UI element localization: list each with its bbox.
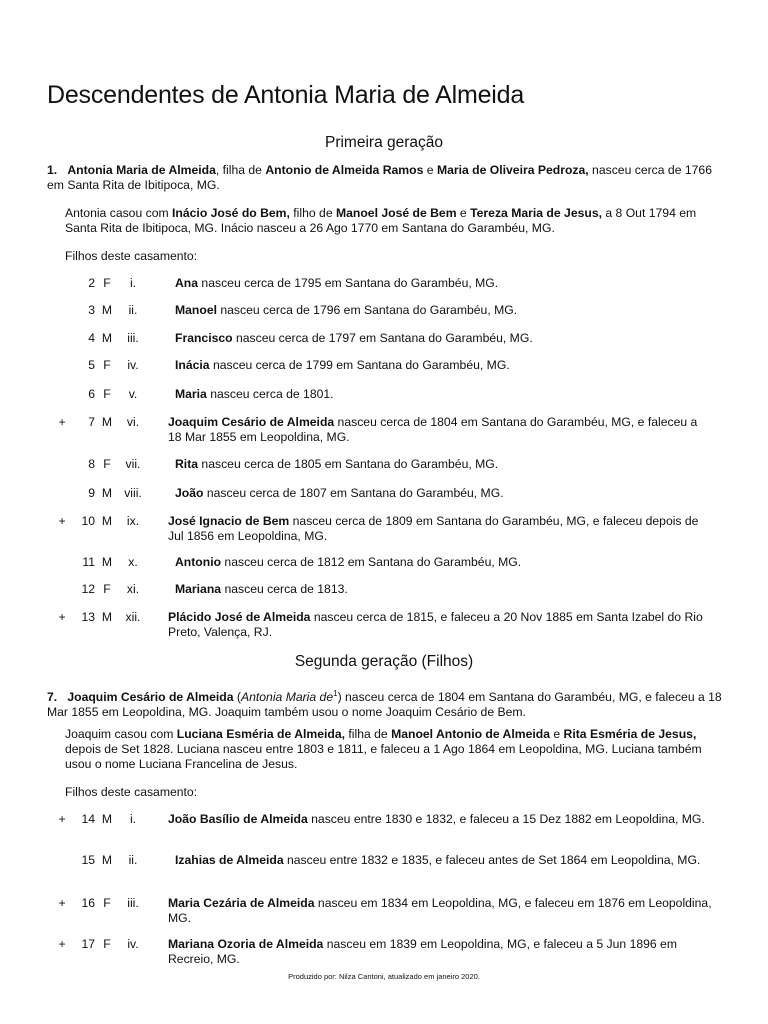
child-description [175, 276, 720, 291]
has-descendants-marker: + [58, 610, 66, 624]
text-fragment: nasceu cerca de 1804 em Santana do Garambéu, MG, e faleceu a 18 Mar 1855 em Leopoldina, MG. Joaquim também usou o nome Joaquim Cesário de Bem. [47, 690, 722, 720]
text-fragment: filho de [289, 206, 336, 220]
child-name: Mariana Ozoria de Almeida [168, 937, 324, 951]
child-description [175, 387, 720, 402]
child-description [175, 555, 720, 570]
child-details: nasceu cerca de 1804 em Santana do Garambéu, MG, e faleceu a 18 Mar 1855 em Leopoldina, MG. [168, 415, 698, 444]
child-details: nasceu cerca de 1796 em Santana do Garambéu, MG. [216, 303, 518, 317]
child-name: Plácido José de Almeida [168, 610, 311, 624]
page-title: Descendentes de Antonia Maria de Almeida [47, 81, 525, 109]
child-name: Izahias de Almeida [175, 853, 284, 867]
has-descendants-marker: + [58, 514, 66, 528]
child-details: nasceu cerca de 1809 em Santana do Garambéu, MG, e faleceu depois de Jul 1856 em Leopoldina, MG. [168, 514, 699, 543]
child-description [175, 486, 720, 501]
child-number: 7 [88, 415, 95, 429]
child-name: Mariana [175, 582, 222, 596]
text-fragment: e [423, 163, 437, 177]
has-descendants-marker: + [58, 896, 66, 910]
child-details: nasceu cerca de 1807 em Santana do Garambéu, MG. [203, 486, 504, 500]
child-name: Francisco [175, 331, 233, 345]
child-sex: M [101, 303, 113, 317]
child-description [175, 853, 720, 868]
text-fragment: e [456, 206, 471, 220]
child-description [168, 610, 713, 640]
child-order: ix. [126, 514, 140, 528]
person-number: 7. [47, 690, 58, 705]
child-details: nasceu cerca de 1815, e faleceu a 20 Nov 1885 em Santa Izabel do Rio Preto, Valença, RJ. [168, 610, 703, 639]
child-order: iv. [127, 358, 139, 372]
child-details: nasceu cerca de 1795 em Santana do Garambéu, MG. [198, 276, 499, 290]
child-number: 16 [81, 896, 95, 910]
child-sex: F [103, 276, 111, 290]
text-fragment: ( [233, 690, 241, 705]
text-fragment: ) [337, 690, 342, 705]
child-sex: M [101, 331, 113, 345]
spouse-father-name: Manoel José de Bem [335, 206, 457, 220]
has-descendants-marker: + [58, 812, 66, 826]
child-number: 14 [81, 812, 95, 826]
child-sex: M [101, 610, 113, 624]
child-details: nasceu cerca de 1801. [206, 387, 334, 401]
footnote-marker: 1 [333, 689, 338, 698]
parent-reference: Antonia Maria de [240, 690, 334, 705]
child-number: 15 [81, 853, 95, 867]
spouse-name: Luciana Esméria de Almeida, [176, 727, 345, 741]
child-number: 4 [88, 331, 95, 345]
text-fragment: a 8 Out 1794 em Santa Rita de Ibitipoca, MG. Inácio nasceu a 26 Ago 1770 em Santana do Garambéu, MG. [65, 206, 697, 235]
child-order: iv. [127, 937, 139, 951]
child-name: João [175, 486, 204, 500]
child-order: x. [128, 555, 138, 569]
child-name: Maria [175, 387, 207, 401]
child-order: i. [129, 276, 137, 290]
child-order: iii. [127, 331, 139, 345]
text-fragment: e [549, 727, 564, 741]
text-fragment: nasceu cerca de 1766 em Santa Rita de Ibitipoca, MG. [47, 163, 712, 192]
text-fragment: Joaquim casou com [65, 727, 177, 741]
child-name: Antonio [175, 555, 222, 569]
person-name: Antonia Maria de Almeida [67, 163, 216, 177]
child-name: José Ignacio de Bem [168, 514, 290, 528]
child-number: 8 [88, 457, 95, 471]
child-name: Ana [175, 276, 199, 290]
child-sex: F [103, 937, 111, 951]
child-number: 11 [82, 555, 95, 569]
child-details: nasceu cerca de 1799 em Santana do Garambéu, MG. [209, 358, 510, 372]
child-number: 17 [81, 937, 95, 951]
child-description [168, 937, 713, 967]
spouse-mother-name: Tereza Maria de Jesus, [470, 206, 602, 220]
child-name: Manoel [175, 303, 217, 317]
child-details: nasceu cerca de 1812 em Santana do Garambéu, MG. [221, 555, 522, 569]
page-footer: Produzido por: Nilza Cantoni, atualizado em janeiro 2020. [288, 972, 480, 981]
child-name: Maria Cezária de Almeida [168, 896, 315, 910]
child-number: 5 [88, 358, 95, 372]
father-name: Antonio de Almeida Ramos [265, 163, 424, 177]
child-order: i. [129, 812, 137, 826]
marriage-entry-1 [65, 206, 725, 236]
child-details: nasceu em 1839 em Leopoldina, MG, e faleceu a 5 Jun 1896 em Recreio, MG. [168, 937, 677, 966]
child-sex: F [103, 896, 111, 910]
child-details: nasceu entre 1832 e 1835, e faleceu antes de Set 1864 em Leopoldina, MG. [283, 853, 701, 867]
child-name: João Basílio de Almeida [168, 812, 308, 826]
child-sex: M [101, 415, 113, 429]
child-number: 3 [88, 303, 95, 317]
has-descendants-marker: + [58, 415, 66, 429]
child-order: vi. [126, 415, 140, 429]
child-description [175, 582, 720, 597]
person-entry-7 [47, 686, 722, 720]
child-description [175, 331, 720, 346]
child-sex: F [103, 358, 111, 372]
person-entry-1 [47, 163, 722, 193]
has-descendants-marker: + [58, 937, 66, 951]
child-details: nasceu cerca de 1797 em Santana do Garambéu, MG. [232, 331, 533, 345]
child-number: 6 [88, 387, 95, 401]
text-fragment: , filha de [215, 163, 266, 177]
child-details: nasceu em 1834 em Leopoldina, MG, e faleceu em 1876 em Leopoldina, MG. [168, 896, 712, 925]
child-sex: M [101, 486, 113, 500]
child-order: ii. [128, 303, 138, 317]
child-number: 13 [81, 610, 95, 624]
child-sex: M [101, 812, 113, 826]
children-label: Filhos deste casamento: [65, 249, 198, 263]
generation-heading-1: Primeira geração [324, 134, 444, 151]
child-details: nasceu entre 1830 e 1832, e faleceu a 15 Dez 1882 em Leopoldina, MG. [307, 812, 705, 826]
child-description [168, 415, 713, 445]
mother-name: Maria de Oliveira Pedroza, [436, 163, 589, 177]
text-fragment: depois de Set 1828. Luciana nasceu entre 1803 e 1811, e faleceu a 1 Ago 1864 em Leopoldina, MG. Luciana também usou o nome Luciana Francelina de Jesus. [65, 742, 702, 771]
child-order: ii. [128, 853, 138, 867]
child-name: Joaquim Cesário de Almeida [168, 415, 335, 429]
child-number: 12 [81, 582, 95, 596]
child-description [168, 896, 713, 926]
child-number: 10 [81, 514, 95, 528]
child-sex: M [101, 555, 113, 569]
generation-heading-2: Segunda geração (Filhos) [294, 653, 474, 670]
child-description [168, 812, 713, 827]
child-description [168, 514, 713, 544]
text-fragment: Antonia casou com [65, 206, 173, 220]
child-order: viii. [124, 486, 142, 500]
child-description [175, 358, 720, 373]
person-number: 1. [47, 163, 58, 177]
child-order: xii. [125, 610, 141, 624]
child-details: nasceu cerca de 1805 em Santana do Garambéu, MG. [198, 457, 499, 471]
child-number: 2 [88, 276, 95, 290]
spouse-father-name: Manoel Antonio de Almeida [391, 727, 550, 741]
child-sex: F [103, 582, 111, 596]
child-description [175, 457, 720, 472]
text-fragment: filha de [345, 727, 392, 741]
child-sex: F [103, 387, 111, 401]
child-sex: F [103, 457, 111, 471]
child-details: nasceu cerca de 1813. [221, 582, 348, 596]
child-order: iii. [127, 896, 139, 910]
children-label: Filhos deste casamento: [65, 785, 198, 799]
spouse-name: Inácio José do Bem, [172, 206, 290, 220]
child-number: 9 [88, 486, 95, 500]
child-sex: M [101, 853, 113, 867]
child-name: Rita [175, 457, 199, 471]
child-description [175, 303, 720, 318]
child-order: v. [128, 387, 138, 401]
child-order: xi. [126, 582, 140, 596]
child-order: vii. [125, 457, 141, 471]
person-name: Joaquim Cesário de Almeida [67, 690, 234, 705]
child-name: Inácia [175, 358, 210, 372]
marriage-entry-7 [65, 727, 725, 772]
child-sex: M [101, 514, 113, 528]
spouse-mother-name: Rita Esméria de Jesus, [563, 727, 697, 741]
